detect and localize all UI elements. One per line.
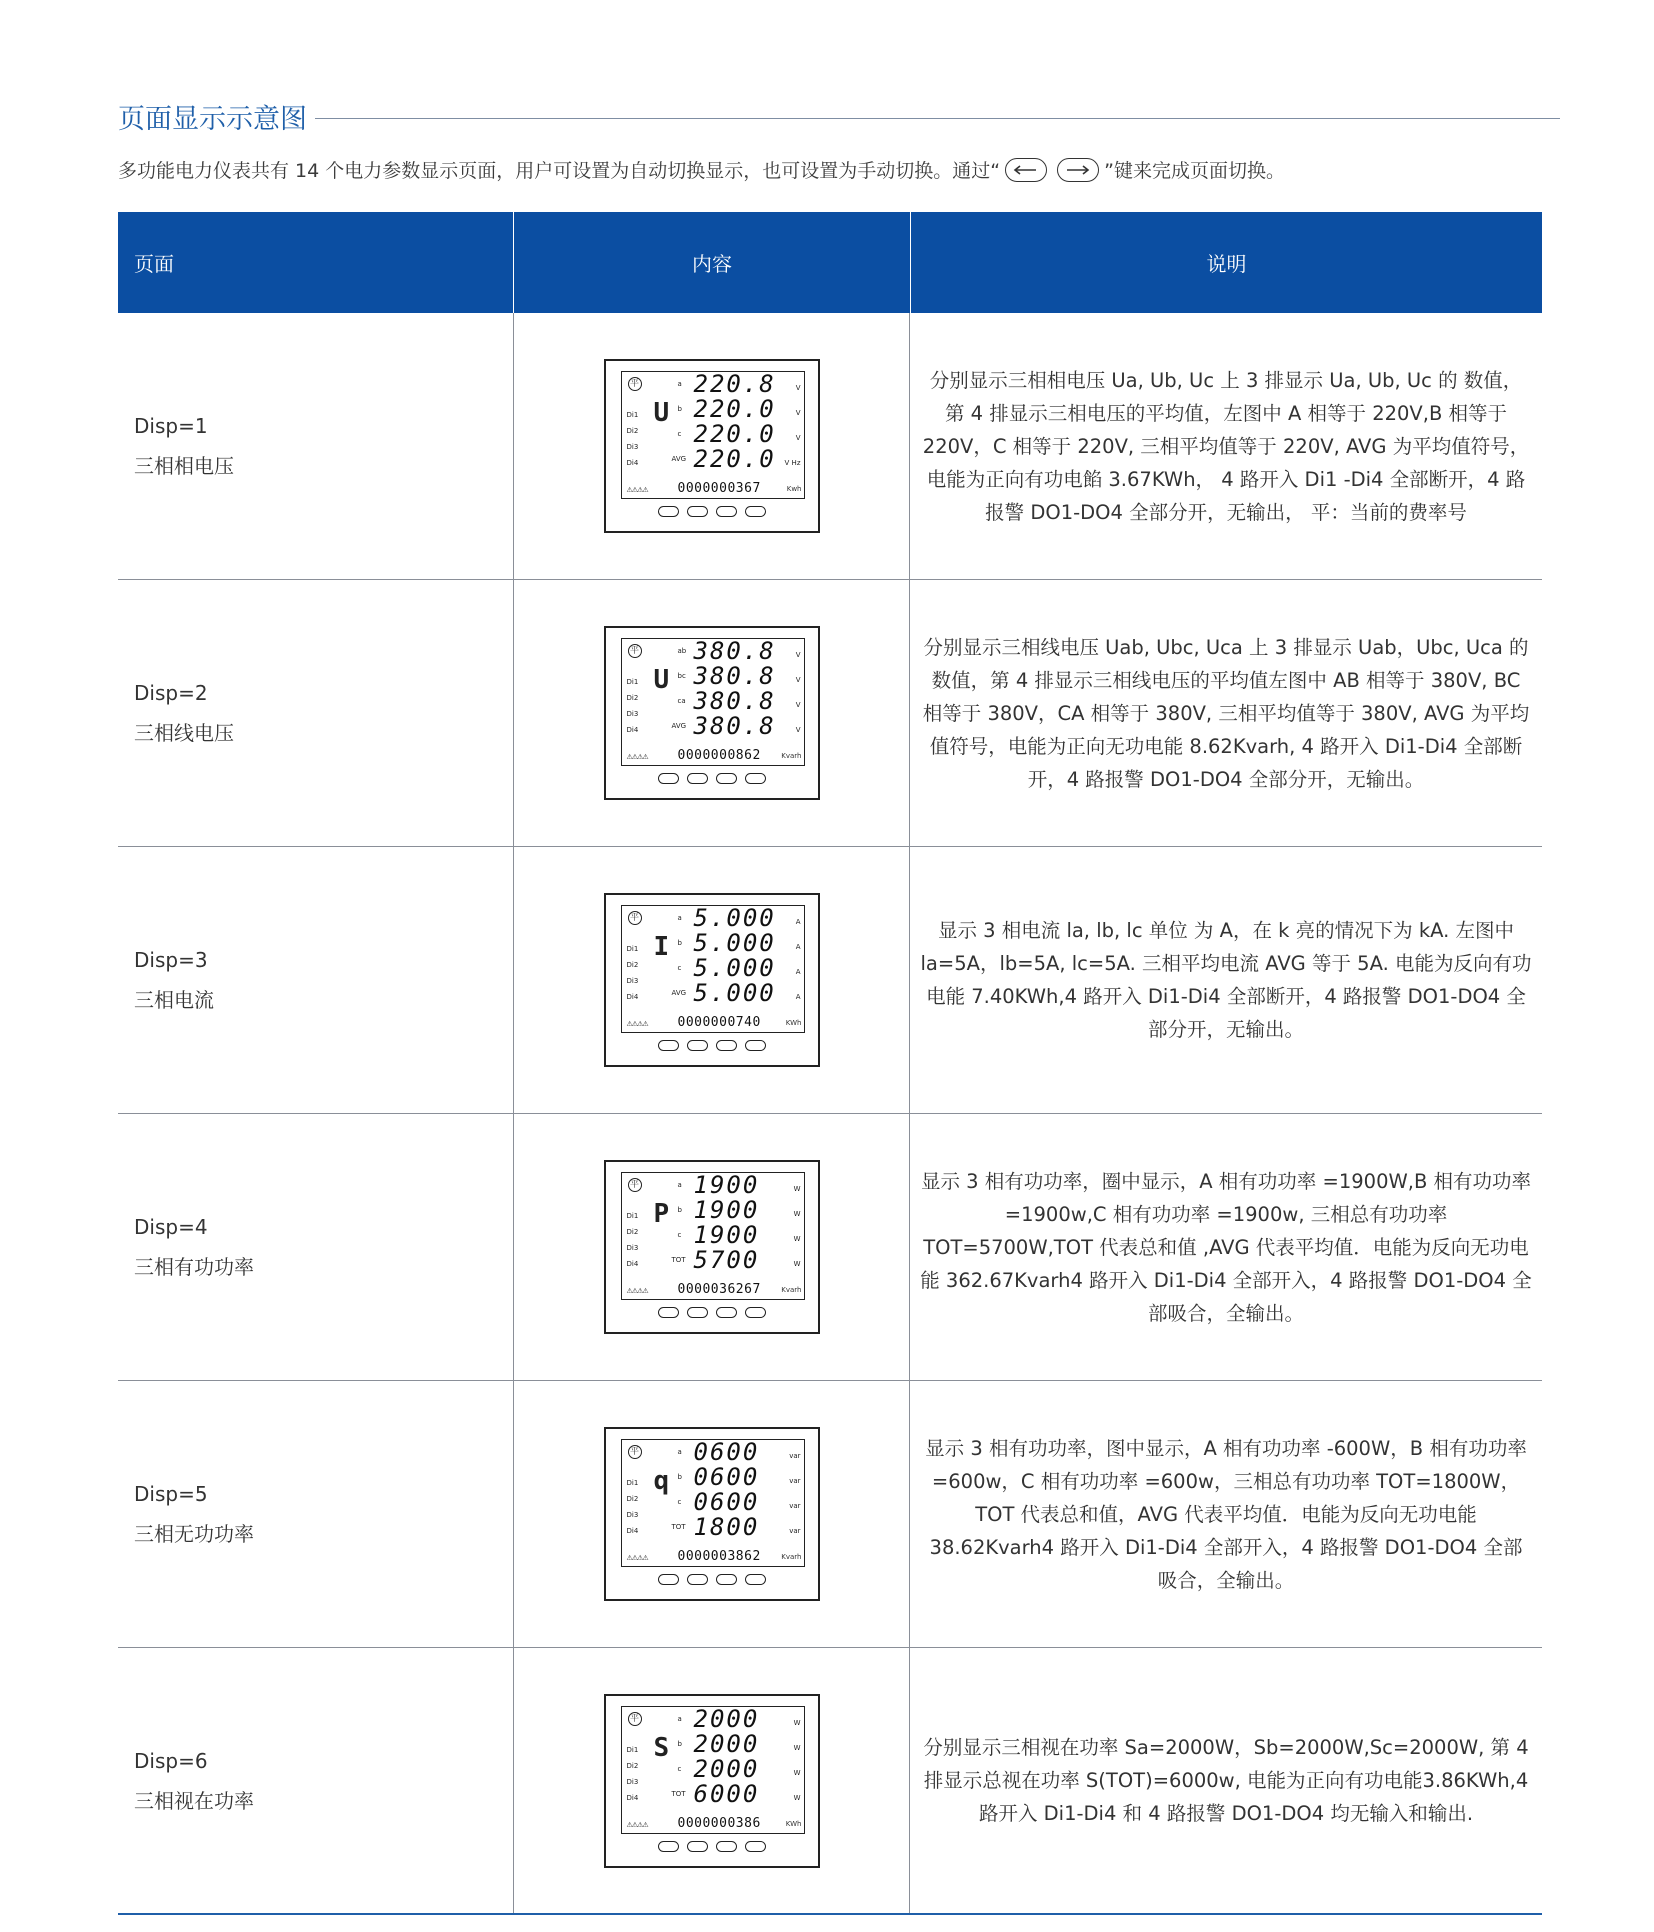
phase-label: c [677, 964, 682, 972]
quantity-symbol: I [653, 932, 670, 962]
page-title: 页面显示示意图 [118, 103, 307, 135]
di1-icon: Di1 [626, 945, 639, 953]
table-body [118, 313, 1542, 1915]
disp-code: Disp=6 [134, 1748, 208, 1773]
alarm-icons: ⚠⚠⚠⚠ [626, 1020, 648, 1028]
right-key-icon [687, 1841, 708, 1852]
heading-rule [315, 118, 1560, 119]
lcd-screen [621, 905, 805, 1033]
phase-label: b [677, 1206, 682, 1214]
content-cell [514, 1648, 910, 1913]
alarm-icons: ⚠⚠⚠⚠ [626, 1554, 648, 1562]
di2-icon: Di2 [626, 1761, 639, 1770]
tariff-icon: 平 [628, 1178, 642, 1192]
right-key-icon [687, 1574, 708, 1585]
phase-label: c [677, 1498, 682, 1506]
phase-label: a [677, 1181, 682, 1189]
lcd-unit: W [793, 1260, 801, 1268]
intro-after: ”键来完成页面切换。 [1104, 160, 1285, 182]
meter-buttons [606, 1040, 818, 1051]
lcd-value: 5.000 [693, 929, 776, 957]
tariff-icon: 平 [628, 1712, 642, 1726]
phase-label: b [677, 939, 682, 947]
lcd-unit: A [795, 918, 801, 926]
lcd-screen [621, 1439, 805, 1567]
menu-key-icon [716, 1574, 737, 1585]
di3-icon: Di3 [626, 1777, 639, 1786]
phase-label: AVG [671, 989, 687, 997]
lcd-unit: var [789, 1452, 801, 1460]
phase-label: AVG [671, 722, 687, 730]
energy-unit: Kvarh [781, 1553, 802, 1561]
di2-icon: Di2 [626, 1495, 639, 1503]
lcd-unit: W [793, 1185, 801, 1193]
meter-panel [604, 893, 820, 1067]
meter-buttons [606, 1841, 818, 1852]
lcd-value: 2000 [693, 1754, 760, 1783]
menu-key-icon [716, 506, 737, 517]
table-row [118, 580, 1542, 847]
lcd-screen [621, 371, 805, 499]
lcd-value: 0600 [693, 1438, 760, 1466]
di4-icon: Di4 [626, 1527, 639, 1535]
desc-cell [910, 1381, 1542, 1647]
lcd-unit: V [795, 434, 801, 442]
left-key-icon [658, 773, 679, 784]
energy-value: 0000000740 [677, 1015, 761, 1030]
page-name: 三相线电压 [134, 721, 234, 745]
di1-icon: Di1 [626, 1745, 639, 1754]
di2-icon: Di2 [626, 1228, 639, 1236]
phase-label: b [677, 405, 682, 413]
lcd-screen [621, 1706, 805, 1834]
energy-unit: Kwh [786, 485, 802, 493]
lcd-value: 5.000 [693, 954, 776, 982]
lcd-unit: A [795, 943, 801, 951]
di2-icon: Di2 [626, 694, 639, 702]
meter-buttons [606, 506, 818, 517]
desc-cell [910, 847, 1542, 1113]
lcd-value: 220.8 [693, 370, 776, 398]
tariff-icon: 平 [628, 911, 642, 925]
di1-icon: Di1 [626, 1479, 639, 1487]
lcd-value: 1800 [693, 1513, 760, 1541]
phase-label: a [677, 914, 682, 922]
disp-code: Disp=1 [134, 414, 208, 438]
page-cell [118, 1381, 514, 1647]
intro-before: 多功能电力仪表共有 14 个电力参数显示页面，用户可设置为自动切换显示，也可设置为手动切换。通过“ [118, 160, 1001, 182]
tariff-icon: 平 [628, 1445, 642, 1459]
meter-panel [604, 1160, 820, 1334]
lcd-value: 1900 [693, 1196, 760, 1224]
di4-icon: Di4 [626, 1793, 639, 1802]
lcd-value: 1900 [693, 1171, 760, 1199]
table-row [118, 847, 1542, 1114]
phase-label: TOT [671, 1256, 686, 1264]
lcd-unit: W [793, 1768, 801, 1777]
quantity-symbol: U [653, 665, 670, 695]
page-name: 三相相电压 [134, 454, 234, 478]
disp-code: Disp=5 [134, 1482, 208, 1506]
lcd-screen [621, 1172, 805, 1300]
di1-icon: Di1 [626, 411, 639, 419]
lcd-value: 220.0 [693, 395, 776, 423]
intro-text [118, 156, 1285, 183]
page-name: 三相视在功率 [134, 1788, 254, 1813]
tariff-icon: 平 [628, 644, 642, 658]
lcd-unit: var [789, 1477, 801, 1485]
meter-panel [604, 359, 820, 533]
lcd-value: 5.000 [693, 904, 776, 932]
meter-panel [604, 626, 820, 800]
lcd-value: 2000 [693, 1729, 760, 1758]
di4-icon: Di4 [626, 993, 639, 1001]
phase-label: b [677, 1473, 682, 1481]
content-cell [514, 580, 910, 846]
row-description: 显示 3 相电流 la, lb, lc 单位 为 A，在 k 亮的情况下为 kA. 左图中 la=5A，lb=5A, lc=5A. 三相平均电流 AVG 等于 5A. 电能为反向有功电能 7.40KWh,4 路开入 Di1-Di4 全部断开，4 路报警 DO1-DO4 全部分开，无输出。 [920, 919, 1532, 1041]
energy-unit: Kvarh [781, 1286, 802, 1294]
row-description: 分别显示三相线电压 Uab, Ubc, Uca 上 3 排显示 Uab，Ubc, Uca 的数值，第 4 排显示三相线电压的平均值左图中 AB 相等于 380V, BC 相等于 380V，CA 相等于 380V, 三相平均值等于 380V, AVG 为平均值符号，电能为正向无功电能 8.62Kvarh, 4 路开入 Di1-Di4 全部断开，4 路报警 DO1-DO4 全部分开，无输出。 [922, 635, 1530, 791]
left-key-icon [658, 1574, 679, 1585]
lcd-value: 1900 [693, 1221, 760, 1249]
page-name: 三相无功功率 [134, 1522, 254, 1546]
phase-label: a [677, 1714, 682, 1723]
energy-unit: KWh [785, 1019, 802, 1027]
lcd-unit: W [793, 1210, 801, 1218]
alarm-icons: ⚠⚠⚠⚠ [626, 1820, 648, 1829]
content-cell [514, 313, 910, 579]
energy-value: 0000036267 [677, 1282, 761, 1297]
di4-icon: Di4 [626, 726, 639, 734]
di3-icon: Di3 [626, 1244, 639, 1252]
lcd-value: 380.8 [693, 687, 776, 715]
content-cell [514, 1114, 910, 1380]
menu-key-icon [716, 1841, 737, 1852]
right-key-icon [687, 1040, 708, 1051]
left-arrow-key-icon [1005, 158, 1047, 182]
lcd-unit: W [793, 1743, 801, 1752]
di2-icon: Di2 [626, 427, 639, 435]
phase-label: ca [677, 697, 686, 705]
enter-key-icon [745, 1841, 766, 1852]
energy-value: 0000000386 [677, 1815, 761, 1831]
enter-key-icon [745, 1307, 766, 1318]
di4-icon: Di4 [626, 1260, 639, 1268]
meter-buttons [606, 1307, 818, 1318]
di3-icon: Di3 [626, 1511, 639, 1519]
phase-label: AVG [671, 455, 687, 463]
header-page: 页面 [118, 212, 514, 313]
page-cell [118, 580, 514, 846]
enter-key-icon [745, 773, 766, 784]
phase-label: c [677, 1764, 682, 1773]
row-description: 显示 3 相有功功率，圈中显示，A 相有功功率 =1900W,B 相有功功率 =1900w,C 相有功功率 =1900w, 三相总有功功率 TOT=5700W,TOT 代表总和值 ,AVG 代表平均值．电能为反向无功电能 362.67Kvarh4 路开入 Di1-Di4 全部开入，4 路报警 DO1-DO4 全部吸合，全输出。 [920, 1169, 1532, 1325]
phase-label: TOT [671, 1789, 686, 1798]
lcd-unit: W [793, 1235, 801, 1243]
table-row [118, 1114, 1542, 1381]
phase-label: b [677, 1739, 682, 1748]
di3-icon: Di3 [626, 710, 639, 718]
phase-label: bc [677, 672, 686, 680]
desc-cell [910, 1114, 1542, 1380]
lcd-value: 2000 [693, 1704, 760, 1733]
di2-icon: Di2 [626, 961, 639, 969]
di3-icon: Di3 [626, 443, 639, 451]
lcd-unit: W [793, 1793, 801, 1802]
di4-icon: Di4 [626, 459, 639, 467]
page-cell [118, 847, 514, 1113]
desc-cell [910, 313, 1542, 579]
enter-key-icon [745, 1040, 766, 1051]
menu-key-icon [716, 1307, 737, 1318]
page-cell [118, 313, 514, 579]
lcd-value: 220.0 [693, 420, 776, 448]
lcd-unit: V [795, 701, 801, 709]
table-header [118, 212, 1542, 313]
meter-panel [604, 1694, 820, 1868]
tariff-icon: 平 [628, 377, 642, 391]
energy-unit: KWh [785, 1819, 802, 1828]
lcd-unit: var [789, 1527, 801, 1535]
right-arrow-key-icon [1057, 158, 1099, 182]
page-cell [118, 1114, 514, 1380]
left-key-icon [658, 1307, 679, 1318]
meter-buttons [606, 1574, 818, 1585]
lcd-value: 220.0 [693, 445, 776, 473]
lcd-unit: V Hz [784, 459, 801, 467]
meter-buttons [606, 773, 818, 784]
header-desc: 说明 [1206, 252, 1247, 276]
disp-code: Disp=3 [134, 948, 208, 972]
table-row [118, 1648, 1542, 1915]
lcd-unit: V [795, 651, 801, 659]
quantity-symbol: S [653, 1732, 670, 1763]
lcd-unit: V [795, 409, 801, 417]
quantity-symbol: U [653, 398, 670, 428]
lcd-value: 0600 [693, 1463, 760, 1491]
lcd-unit: A [795, 993, 801, 1001]
energy-value: 0000000367 [677, 481, 761, 496]
phase-label: TOT [671, 1523, 686, 1531]
phase-label: c [677, 1231, 682, 1239]
right-key-icon [687, 506, 708, 517]
row-description: 显示 3 相有功功率，图中显示，A 相有功功率 -600W，B 相有功功率 =600w，C 相有功功率 =600w，三相总有功功率 TOT=1800W，TOT 代表总和值，AVG 代表平均值．电能为反向无功电能 38.62Kvarh4 路开入 Di1-Di4 全部开入，4 路报警 DO1-DO4 全部吸合，全输出。 [925, 1436, 1527, 1592]
menu-key-icon [716, 1040, 737, 1051]
quantity-symbol: P [653, 1199, 670, 1229]
disp-code: Disp=4 [134, 1215, 208, 1239]
alarm-icons: ⚠⚠⚠⚠ [626, 486, 648, 494]
disp-code: Disp=2 [134, 681, 208, 705]
energy-unit: Kvarh [781, 752, 802, 760]
di3-icon: Di3 [626, 977, 639, 985]
lcd-value: 5700 [693, 1246, 760, 1274]
energy-value: 0000003862 [677, 1549, 761, 1564]
alarm-icons: ⚠⚠⚠⚠ [626, 1287, 648, 1295]
row-description: 分别显示三相视在功率 Sa=2000W，Sb=2000W,Sc=2000W, 第 4 排显示总视在功率 S(TOT)=6000w, 电能为正向有功电能3.86KWh,4 路开入 Di1-Di4 和 4 路报警 DO1-DO4 均无输入和输出. [923, 1736, 1529, 1825]
enter-key-icon [745, 1574, 766, 1585]
lcd-value: 380.8 [693, 712, 776, 740]
page-name: 三相有功功率 [134, 1255, 254, 1279]
content-cell [514, 1381, 910, 1647]
page-name: 三相电流 [134, 988, 214, 1012]
enter-key-icon [745, 506, 766, 517]
left-key-icon [658, 1040, 679, 1051]
content-cell [514, 847, 910, 1113]
lcd-value: 380.8 [693, 637, 776, 665]
lcd-unit: V [795, 384, 801, 392]
lcd-value: 6000 [693, 1779, 760, 1808]
quantity-symbol: q [653, 1466, 670, 1496]
lcd-screen [621, 638, 805, 766]
phase-label: a [677, 380, 682, 388]
phase-label: a [677, 1448, 682, 1456]
section-heading [118, 96, 1560, 136]
table-row [118, 313, 1542, 580]
menu-key-icon [716, 773, 737, 784]
lcd-unit: V [795, 726, 801, 734]
right-key-icon [687, 773, 708, 784]
left-key-icon [658, 506, 679, 517]
row-description: 分别显示三相相电压 Ua, Ub, Uc 上 3 排显示 Ua, Ub, Uc 的 数值，第 4 排显示三相电压的平均值，左图中 A 相等于 220V,B 相等于 220V，C 相等于 220V, 三相平均值等于 220V, AVG 为平均值符号，电能为正向有功电餡 3.67KWh， 4 路开入 Di1 -Di4 全部断开，4 路报警 DO1-DO4 全部分开，无输出， 平：当前的费率号 [922, 368, 1530, 524]
phase-label: c [677, 430, 682, 438]
table-row [118, 1381, 1542, 1648]
di1-icon: Di1 [626, 678, 639, 686]
phase-label: ab [677, 647, 687, 655]
right-key-icon [687, 1307, 708, 1318]
meter-panel [604, 1427, 820, 1601]
page-cell [118, 1648, 514, 1913]
energy-value: 0000000862 [677, 748, 761, 763]
lcd-unit: A [795, 968, 801, 976]
lcd-unit: V [795, 676, 801, 684]
lcd-unit: var [789, 1502, 801, 1510]
lcd-value: 5.000 [693, 979, 776, 1007]
desc-cell [910, 580, 1542, 846]
lcd-value: 0600 [693, 1488, 760, 1516]
lcd-value: 380.8 [693, 662, 776, 690]
alarm-icons: ⚠⚠⚠⚠ [626, 753, 648, 761]
desc-cell [910, 1648, 1542, 1913]
header-content: 内容 [514, 212, 911, 313]
lcd-unit: W [793, 1718, 801, 1727]
display-pages-table [118, 212, 1542, 1915]
left-key-icon [658, 1841, 679, 1852]
di1-icon: Di1 [626, 1212, 639, 1220]
